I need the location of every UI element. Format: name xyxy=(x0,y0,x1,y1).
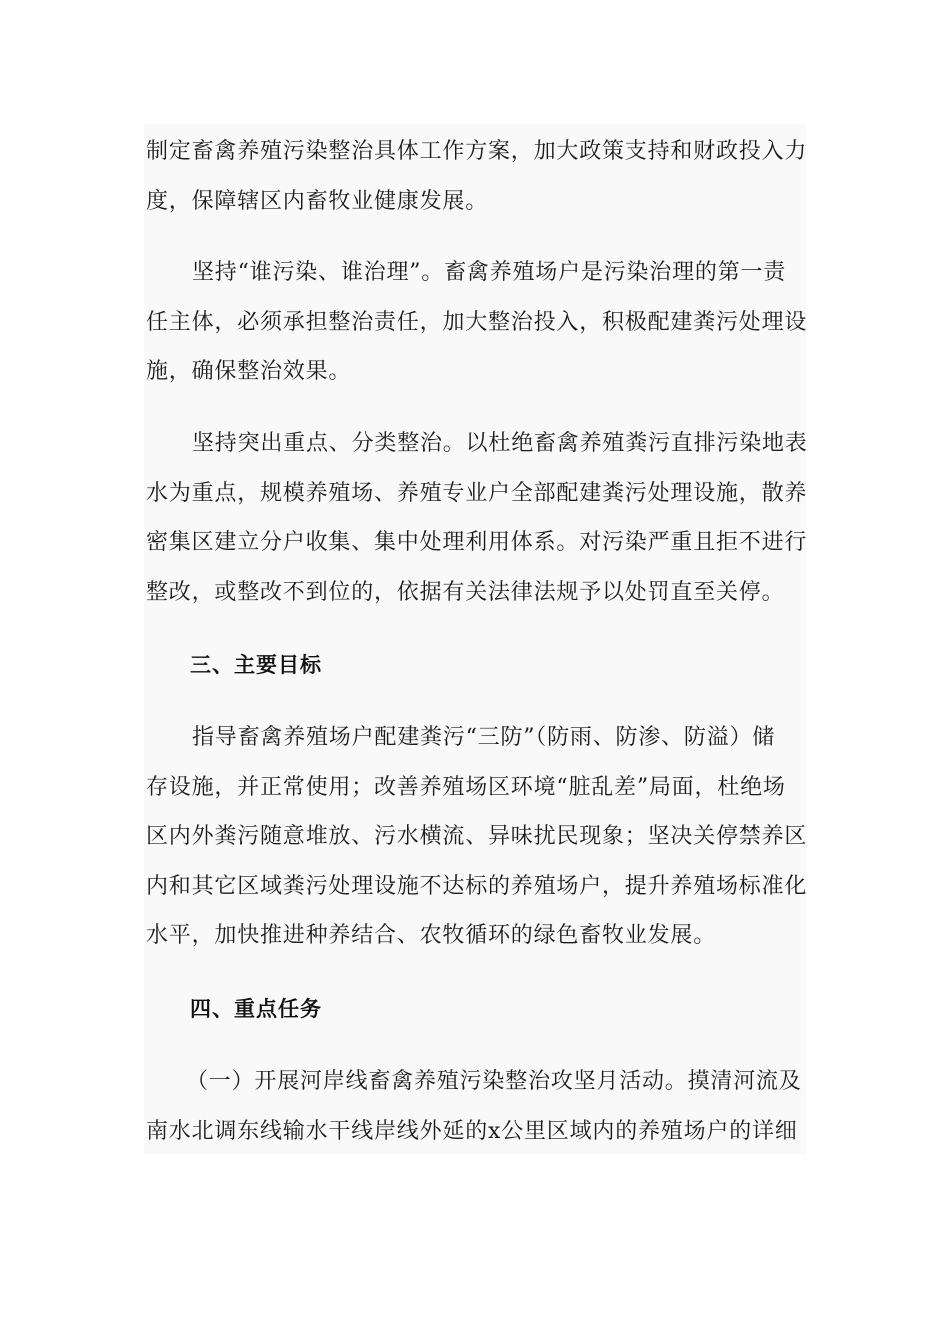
text-line: （一）开展河岸线畜禽养殖污染整治攻坚月活动。摸清河流及 xyxy=(186,1069,802,1094)
section-heading-key-tasks: 四、重点任务 xyxy=(190,997,322,1021)
paragraph-main-goals xyxy=(146,713,806,961)
text-line: 指导畜禽养殖场户配建粪污“三防”（防雨、防渗、防溢）储 xyxy=(192,725,776,750)
text-line: 度，保障辖区内畜牧业健康发展。 xyxy=(146,188,489,214)
text-line: 存设施，并正常使用；改善养殖场区环境“脏乱差”局面，杜绝场 xyxy=(146,774,786,800)
paragraph-riverbank-campaign xyxy=(146,1057,806,1156)
text-line: 任主体，必须承担整治责任，加大整治投入，积极配建粪污处理设 xyxy=(146,309,808,335)
text-line: 整改，或整改不到位的，依据有关法律法规予以处罚直至关停。 xyxy=(146,579,785,605)
paragraph-polluter-responsibility xyxy=(146,248,806,397)
text-line: 水平，加快推进种养结合、农牧循环的绿色畜牧业发展。 xyxy=(146,923,717,948)
paragraph-policy-support xyxy=(146,127,806,226)
text-line: 制定畜禽养殖污染整治具体工作方案，加大政策支持和财政投入力 xyxy=(146,139,808,164)
text-line: 水为重点，规模养殖场、养殖专业户全部配建粪污处理设施，散养 xyxy=(146,480,808,506)
text-line: 施，确保整治效果。 xyxy=(146,359,352,384)
text-line: 南水北调东线输水干线岸线外延的x公里区域内的养殖场户的详细 xyxy=(146,1118,798,1144)
paragraph-key-classification xyxy=(146,419,806,617)
section-heading-main-goals: 三、主要目标 xyxy=(190,653,322,677)
text-line: 坚持“谁污染、谁治理”。畜禽养殖场户是污染治理的第一责 xyxy=(192,260,787,285)
text-line: 区内外粪污随意堆放、污水横流、异味扰民现象；坚决关停禁养区 xyxy=(146,824,808,849)
text-line: 内和其它区域粪污处理设施不达标的养殖场户，提升养殖场标准化 xyxy=(146,873,808,899)
text-line: 密集区建立分户收集、集中处理利用体系。对污染严重且拒不进行 xyxy=(146,530,808,555)
text-line: 坚持突出重点、分类整治。以杜绝畜禽养殖粪污直排污染地表 xyxy=(192,431,808,456)
